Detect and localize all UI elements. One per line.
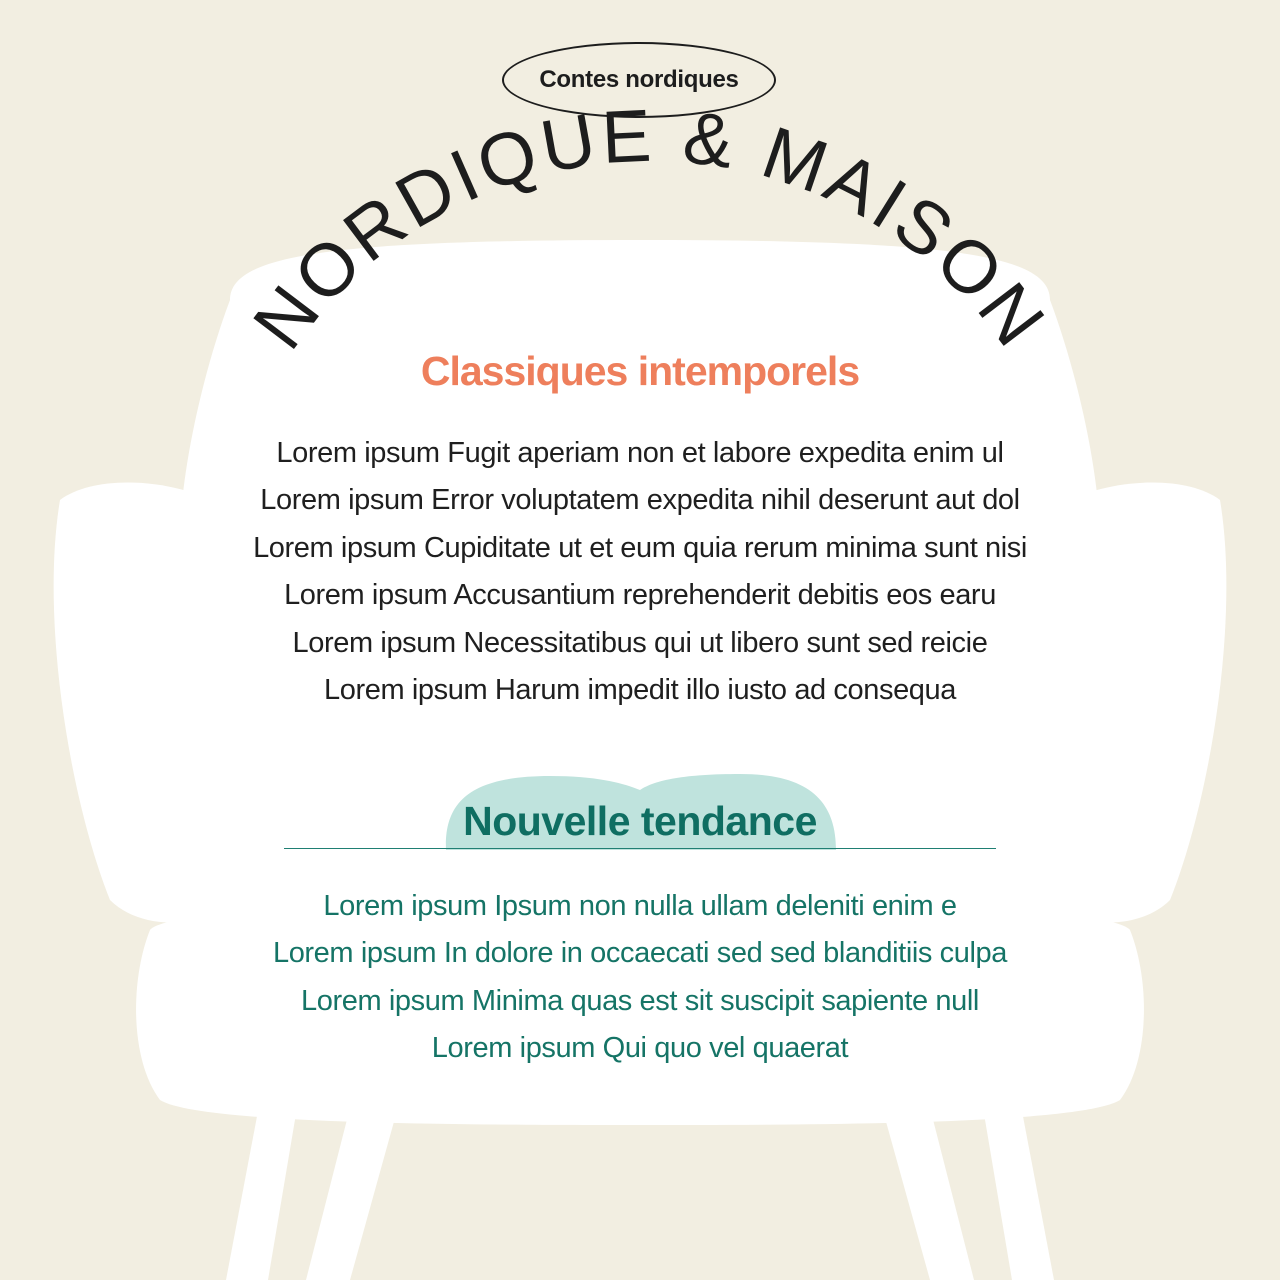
- section-divider: [284, 848, 996, 849]
- section-line: Lorem ipsum Qui quo vel quaerat: [431, 1032, 849, 1065]
- section-line: Lorem ipsum Minima quas est sit suscipit sapiente null: [301, 984, 979, 1017]
- intro-line: Lorem ipsum Error voluptatem expedita nihil deserunt aut dol: [260, 484, 1020, 517]
- main-title: NORDIQUE & MAISON: [236, 93, 1064, 364]
- subtitle: Classiques intemporels: [420, 348, 860, 394]
- intro-line: Lorem ipsum Accusantium reprehenderit debitis eos earu: [284, 579, 996, 612]
- intro-line: Lorem ipsum Harum impedit illo iusto ad consequa: [324, 673, 956, 706]
- intro-line: Lorem ipsum Necessitatibus qui ut libero sunt sed reicie: [292, 626, 988, 659]
- section-text: [0, 883, 1280, 1073]
- intro-line: Lorem ipsum Fugit aperiam non et labore expedita enim ul: [276, 437, 1004, 469]
- section-title: Nouvelle tendance: [463, 798, 817, 844]
- section-line: Lorem ipsum In dolore in occaecati sed sed blanditiis culpa: [272, 937, 1008, 970]
- intro-text: [0, 430, 1280, 714]
- category-badge-label: Contes nordiques: [539, 66, 739, 93]
- intro-line: Lorem ipsum Cupiditate ut et eum quia rerum minima sunt nisi: [253, 531, 1027, 564]
- svg-text:NORDIQUE & MAISON: [237, 93, 1063, 363]
- section-line: Lorem ipsum Ipsum non nulla ullam deleniti enim e: [323, 890, 957, 922]
